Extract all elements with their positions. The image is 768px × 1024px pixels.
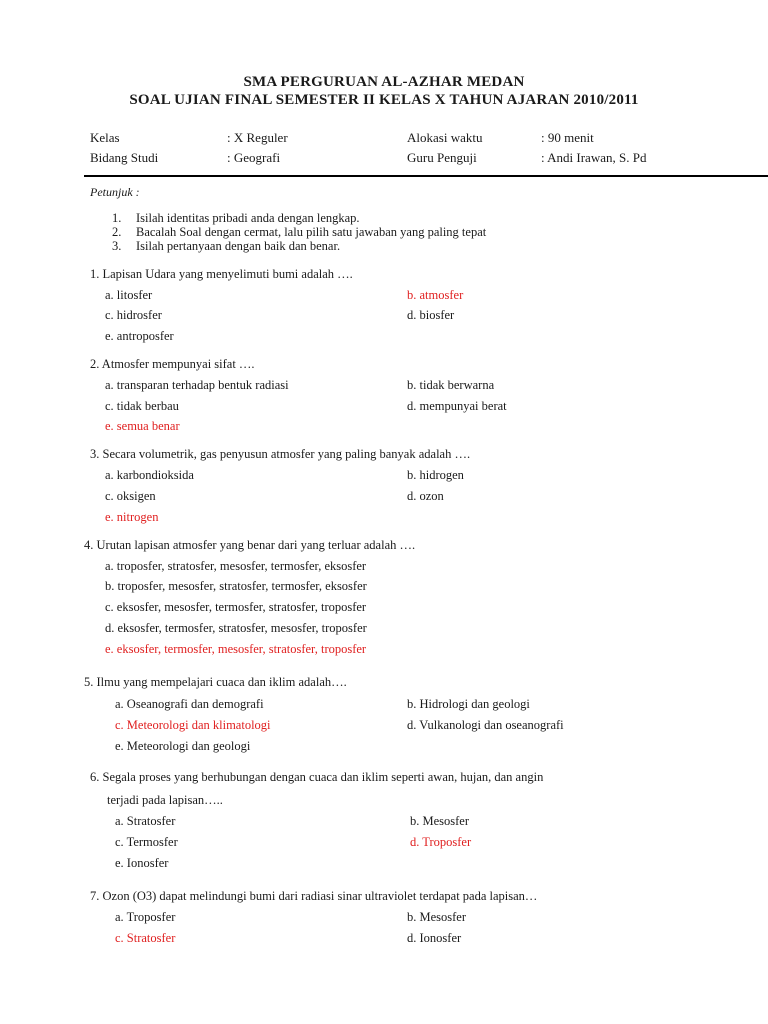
instruction-text: Isilah identitas pribadi anda dengan lengkap. [136, 211, 360, 225]
q5-option-e[interactable]: e. Meteorologi dan geologi [115, 739, 251, 753]
q2-option-d[interactable]: d. mempunyai berat [407, 399, 507, 413]
kelas-label: Kelas [90, 130, 120, 145]
kelas-value: : X Reguler [227, 130, 288, 145]
instruction-number: 1. [112, 211, 122, 225]
guru-value: : Andi Irawan, S. Pd [541, 150, 647, 165]
header-divider [84, 175, 768, 177]
q5-option-a[interactable]: a. Oseanografi dan demografi [115, 697, 264, 711]
instruction-item [112, 239, 340, 254]
q5-option-c[interactable]: c. Meteorologi dan klimatologi [115, 718, 271, 732]
q3-option-b[interactable]: b. hidrogen [407, 468, 464, 482]
instruction-item [112, 225, 486, 240]
question-1: 1. Lapisan Udara yang menyelimuti bumi adalah …. [90, 267, 353, 281]
question-6-continued: terjadi pada lapisan….. [107, 793, 223, 807]
bidang-label: Bidang Studi [90, 150, 159, 165]
q3-option-e[interactable]: e. nitrogen [105, 510, 159, 524]
q1-option-b[interactable]: b. atmosfer [407, 288, 464, 302]
q6-option-b[interactable]: b. Mesosfer [410, 814, 470, 828]
q6-option-d[interactable]: d. Troposfer [410, 835, 472, 849]
alokasi-label: Alokasi waktu [407, 130, 483, 145]
q1-option-a[interactable]: a. litosfer [105, 288, 153, 302]
question-4: 4. Urutan lapisan atmosfer yang benar dari yang terluar adalah …. [84, 538, 416, 552]
petunjuk-label: Petunjuk : [90, 185, 140, 199]
q5-option-b[interactable]: b. Hidrologi dan geologi [407, 697, 530, 711]
q4-option-b[interactable]: b. troposfer, mesosfer, stratosfer, termosfer, eksosfer [105, 579, 367, 593]
q2-option-e[interactable]: e. semua benar [105, 419, 180, 433]
q7-option-c[interactable]: c. Stratosfer [115, 931, 176, 945]
q2-option-c[interactable]: c. tidak berbau [105, 399, 179, 413]
question-7: 7. Ozon (O3) dapat melindungi bumi dari radiasi sinar ultraviolet terdapat pada lapisan… [90, 889, 538, 903]
q5-option-d[interactable]: d. Vulkanologi dan oseanografi [407, 718, 564, 732]
exam-title: SOAL UJIAN FINAL SEMESTER II KELAS X TAHUN AJARAN 2010/2011 [129, 92, 639, 108]
q1-option-c[interactable]: c. hidrosfer [105, 308, 162, 322]
q3-option-c[interactable]: c. oksigen [105, 489, 156, 503]
instruction-number: 2. [112, 225, 122, 239]
q7-option-d[interactable]: d. Ionosfer [407, 931, 462, 945]
instruction-text: Bacalah Soal dengan cermat, lalu pilih satu jawaban yang paling tepat [136, 225, 487, 239]
q7-option-a[interactable]: a. Troposfer [115, 910, 176, 924]
q4-option-a[interactable]: a. troposfer, stratosfer, mesosfer, termosfer, eksosfer [105, 559, 367, 573]
q1-option-e[interactable]: e. antroposfer [105, 329, 174, 343]
question-5: 5. Ilmu yang mempelajari cuaca dan iklim adalah…. [84, 675, 347, 689]
q6-option-e[interactable]: e. Ionosfer [115, 856, 169, 870]
q2-option-a[interactable]: a. transparan terhadap bentuk radiasi [105, 378, 289, 392]
instruction-number: 3. [112, 239, 122, 253]
q4-option-c[interactable]: c. eksosfer, mesosfer, termosfer, stratosfer, troposfer [105, 600, 367, 614]
instruction-text: Isilah pertanyaan dengan baik dan benar. [136, 239, 341, 253]
q3-option-a[interactable]: a. karbondioksida [105, 468, 194, 482]
alokasi-value: : 90 menit [541, 130, 594, 145]
q7-option-b[interactable]: b. Mesosfer [407, 910, 467, 924]
school-name: SMA PERGURUAN AL-AZHAR MEDAN [243, 74, 525, 90]
question-2: 2. Atmosfer mempunyai sifat …. [90, 357, 255, 371]
q1-option-d[interactable]: d. biosfer [407, 308, 455, 322]
q4-option-e[interactable]: e. eksosfer, termosfer, mesosfer, stratosfer, troposfer [105, 642, 367, 656]
question-3: 3. Secara volumetrik, gas penyusun atmosfer yang paling banyak adalah …. [90, 447, 471, 461]
question-6: 6. Segala proses yang berhubungan dengan cuaca dan iklim seperti awan, hujan, dan angin [90, 770, 544, 784]
q3-option-d[interactable]: d. ozon [407, 489, 444, 503]
q6-option-c[interactable]: c. Termosfer [115, 835, 178, 849]
guru-label: Guru Penguji [407, 150, 477, 165]
q6-option-a[interactable]: a. Stratosfer [115, 814, 176, 828]
q4-option-d[interactable]: d. eksosfer, termosfer, stratosfer, mesosfer, troposfer [105, 621, 367, 635]
bidang-value: : Geografi [227, 150, 281, 165]
instruction-item [112, 211, 360, 226]
q2-option-b[interactable]: b. tidak berwarna [407, 378, 495, 392]
